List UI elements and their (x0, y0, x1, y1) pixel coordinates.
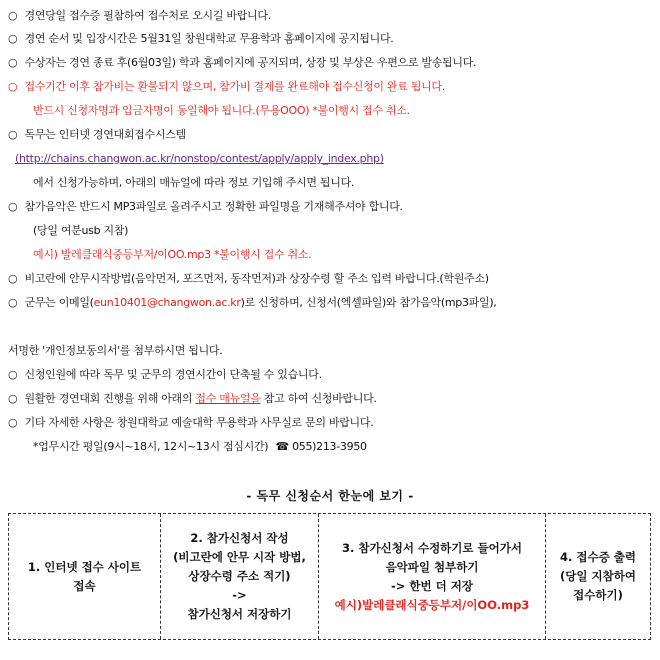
office-hours (33, 440, 367, 454)
step-2 (161, 514, 319, 639)
notice-text: 비고란에 안무시작방법(음악먼저, 포즈먼저, 동작먼저)과 상장수령 할 주소 입력 바랍니다.(학원주소) (24, 272, 489, 285)
notice-text: 참고 하여 신청바랍니다. (260, 392, 377, 405)
consent-note (8, 344, 222, 358)
solo-line3 (33, 176, 354, 190)
notice-group (8, 296, 497, 310)
notice-text: 반드시 신청자명과 입금자명이 동일해야 됩니다.(무용OOO) *불이행시 접수 취소. (33, 104, 410, 117)
bullet-circle: ○ (8, 272, 18, 285)
notice-manual (8, 392, 377, 406)
notice-text: 예시) 발레클래식중등부저/이OO.mp3 *불이행시 접수 취소. (33, 248, 312, 261)
step-3 (319, 514, 546, 639)
notice-entry-ticket (8, 9, 271, 23)
notice-text: 경연 순서 및 입장시간은 5월31일 창원대학교 무용학과 홈페이지에 공지됩니다. (24, 32, 394, 45)
bullet-circle: ○ (8, 9, 18, 22)
bullet-circle: ○ (8, 200, 18, 213)
notice-text: 접수기간 이후 참가비는 환불되지 않으며, 참가비 결제를 완료해야 접수신청이 완료 됩니다. (24, 80, 445, 93)
bullet-circle: ○ (8, 392, 18, 405)
flow-title: - 독무 신청순서 한눈에 보기 - (246, 489, 414, 503)
step-1 (9, 514, 161, 639)
bullet-circle: ○ (8, 32, 18, 45)
step-2-line: (비고란에 안무 시작 방법, (173, 550, 306, 564)
notice-fee-line2 (33, 104, 410, 118)
step-2-line: 참가신청서 저장하기 (187, 607, 292, 621)
notice-text: 경연당일 접수증 필참하여 접수처로 오시길 바랍니다. (24, 9, 271, 22)
notice-text: 수상자는 경연 종료 후(6월03일) 학과 홈페이지에 공지되며, 상장 및 부상은 우편으로 발송됩니다. (24, 56, 477, 69)
notice-music (8, 200, 403, 214)
step-4 (546, 514, 650, 639)
notice-text: 서명한 '개인정보동의서'를 첨부하시면 됩니다. (8, 344, 223, 357)
bullet-circle: ○ (8, 128, 18, 141)
hours-text: *업무시간 평일(9시~18시, 12시~13시 점심시간) (33, 440, 269, 453)
notice-text: 원활한 경연대회 진행을 위해 아래의 (24, 392, 196, 405)
phone-number: 055)213-3950 (292, 440, 367, 453)
notice-text: 참가음악은 반드시 MP3파일로 올려주시고 정확한 파일명을 기재해주셔야 합니다. (24, 200, 403, 213)
notice-text: 군무는 이메일( (24, 296, 94, 309)
notice-schedule (8, 32, 393, 46)
notice-remarks (8, 272, 489, 286)
notice-text: )로 신청하며, 신청서(엑셀파일)와 참가음악(mp3파일), (240, 296, 497, 309)
music-line2 (33, 224, 128, 238)
notice-text: 신청인원에 따라 독무 및 군무의 경연시간이 단축될 수 있습니다. (24, 368, 322, 381)
bullet-circle: ○ (8, 56, 18, 69)
application-system-link[interactable]: (http://chains.changwon.ac.kr/nonstop/contest/apply/apply_index.php) (15, 152, 384, 165)
bullet-circle: ○ (8, 416, 18, 429)
step-2-line: 상장수령 주소 적기) (188, 569, 291, 583)
step-4-line: (당일 지참하여 (560, 569, 636, 583)
notice-awards (8, 56, 476, 70)
step-4-line: 4. 접수증 출력 (560, 550, 636, 564)
step-3-example: 예시)발레클래식중등부저/이OO.mp3 (334, 597, 530, 612)
bullet-circle: ○ (8, 296, 18, 309)
music-line3 (33, 248, 311, 262)
bullet-circle: ○ (8, 368, 18, 381)
step-2-line: 2. 참가신청서 작성 (190, 531, 289, 545)
step-1-line: 접속 (73, 578, 96, 593)
step-3-line: 음악파일 첨부하기 (385, 559, 479, 574)
flow-steps (8, 513, 651, 640)
step-3-line: 3. 참가신청서 수정하기로 들어가서 (342, 540, 522, 555)
notice-contact (8, 416, 373, 430)
email-address[interactable]: eun10401@changwon.ac.kr (93, 296, 241, 309)
notice-text: 에서 신청가능하며, 아래의 매뉴얼에 따라 정보 기입해 주시면 됩니다. (33, 176, 355, 189)
step-3-line: -> 한번 더 저장 (391, 578, 473, 593)
notice-solo (8, 128, 186, 142)
step-2-arrow: -> (232, 588, 247, 602)
manual-link[interactable]: 접수 매뉴얼을 (195, 392, 261, 405)
notice-text: 기타 자세한 사항은 창원대학교 예술대학 무용학과 사무실로 문의 바랍니다. (24, 416, 374, 429)
solo-url-line (15, 152, 384, 166)
notice-fee (8, 80, 445, 94)
step-1-line: 1. 인터넷 접수 사이트 (27, 559, 142, 574)
notice-time-reduction (8, 368, 322, 382)
bullet-circle: ○ (8, 80, 18, 93)
step-4-line: 접수하기) (573, 588, 623, 602)
phone-icon: ☎ (275, 440, 289, 453)
notice-text: (당일 여분usb 지참) (33, 224, 129, 237)
notice-text: 독무는 인터넷 경연대회접수시스템 (24, 128, 186, 141)
